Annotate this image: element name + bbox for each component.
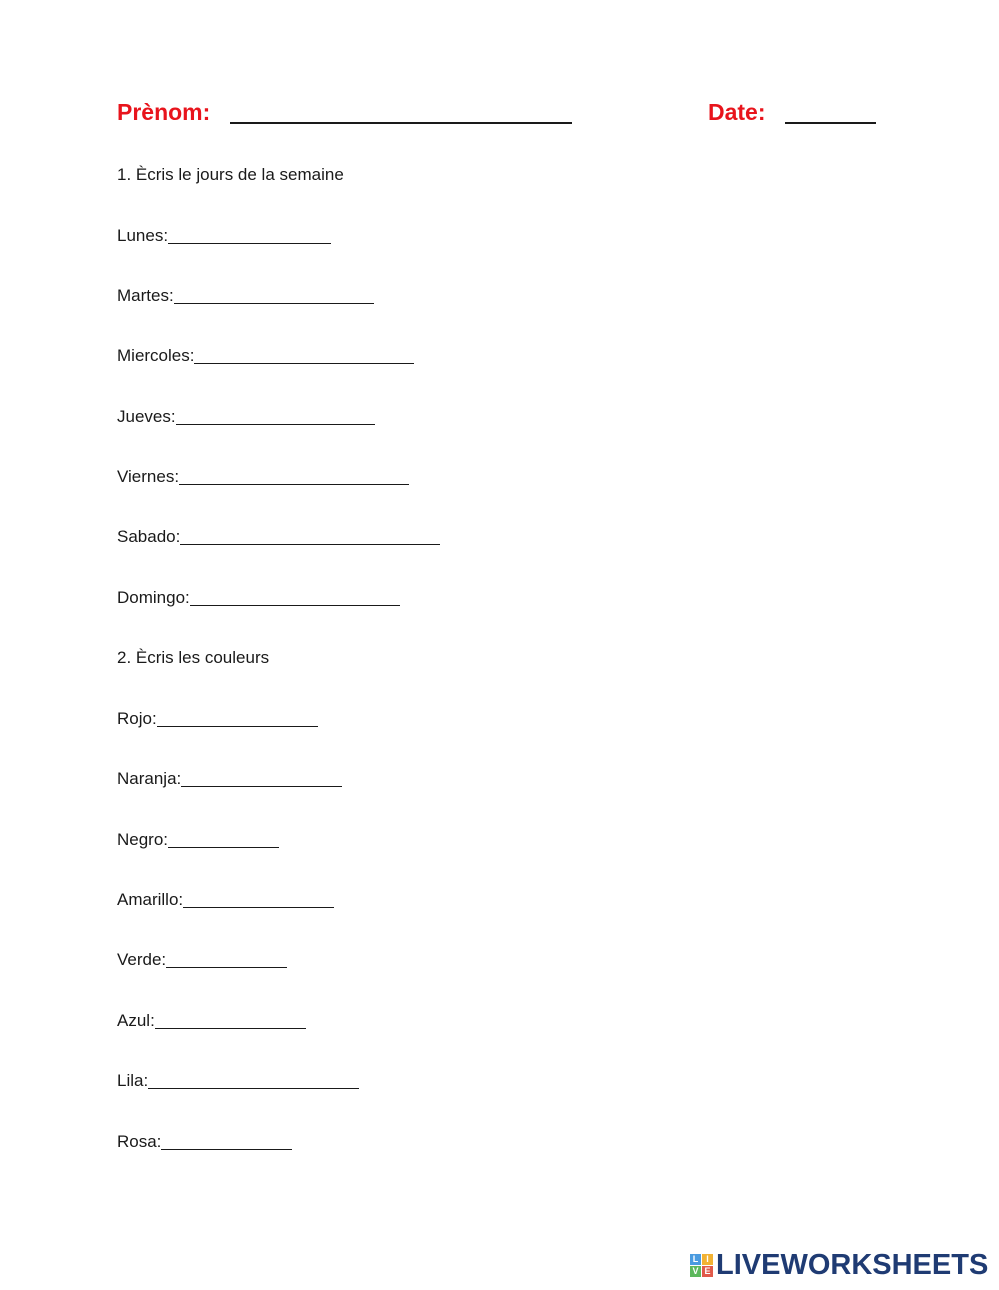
list-item-sabado [117, 524, 440, 550]
answer-blank[interactable] [183, 907, 334, 908]
item-label: Jueves: [117, 407, 176, 426]
list-item-lunes [117, 223, 331, 249]
item-label: Naranja: [117, 769, 182, 788]
section-title-days: 1. Ècris le jours de la semaine [117, 165, 344, 184]
logo-tile: L [690, 1254, 701, 1265]
liveworksheets-logo[interactable] [690, 1250, 988, 1280]
list-item-viernes [117, 464, 409, 490]
date-blank-line[interactable] [785, 122, 876, 124]
answer-blank[interactable] [179, 484, 409, 485]
item-label: Amarillo: [117, 890, 184, 909]
list-item-verde [117, 947, 287, 973]
item-label: Rojo: [117, 709, 157, 728]
list-item-azul [117, 1008, 306, 1034]
list-item-amarillo [117, 887, 334, 913]
brand-text: LIVEWORKSHEETS [716, 1248, 989, 1281]
list-item-rojo [117, 706, 318, 732]
date-label: Date: [708, 99, 766, 125]
list-item-domingo [117, 585, 400, 611]
item-label: Miercoles: [117, 346, 195, 365]
item-label: Lunes: [117, 226, 169, 245]
list-item-miercoles [117, 343, 414, 369]
item-label: Negro: [117, 830, 169, 849]
worksheet-header [0, 96, 999, 130]
list-item-martes [117, 283, 374, 309]
list-item-jueves [117, 404, 375, 430]
answer-blank[interactable] [168, 243, 331, 244]
item-label: Verde: [117, 950, 167, 969]
list-item-naranja [117, 766, 342, 792]
list-item-lila [117, 1068, 359, 1094]
answer-blank[interactable] [155, 1028, 306, 1029]
answer-blank[interactable] [176, 424, 375, 425]
item-label: Viernes: [117, 467, 180, 486]
answer-blank[interactable] [190, 605, 400, 606]
logo-tile: V [690, 1266, 701, 1277]
item-label: Domingo: [117, 588, 190, 607]
answer-blank[interactable] [168, 847, 279, 848]
name-label: Prènom: [117, 99, 211, 125]
logo-tile: E [702, 1266, 713, 1277]
answer-blank[interactable] [194, 363, 414, 364]
logo-tile: I [702, 1254, 713, 1265]
list-item-negro [117, 827, 279, 853]
section-title-colors: 2. Ècris les couleurs [117, 648, 270, 667]
item-label: Rosa: [117, 1132, 162, 1151]
answer-blank[interactable] [166, 967, 287, 968]
live-tiles-icon [690, 1254, 713, 1277]
answer-blank[interactable] [180, 544, 440, 545]
answer-blank[interactable] [148, 1088, 359, 1089]
item-label: Sabado: [117, 527, 181, 546]
list-item-rosa [117, 1129, 292, 1155]
answer-blank[interactable] [181, 786, 342, 787]
answer-blank[interactable] [174, 303, 374, 304]
item-label: Martes: [117, 286, 174, 305]
item-label: Azul: [117, 1011, 155, 1030]
name-blank-line[interactable] [230, 122, 572, 124]
item-label: Lila: [117, 1071, 149, 1090]
answer-blank[interactable] [157, 726, 318, 727]
answer-blank[interactable] [161, 1149, 292, 1150]
